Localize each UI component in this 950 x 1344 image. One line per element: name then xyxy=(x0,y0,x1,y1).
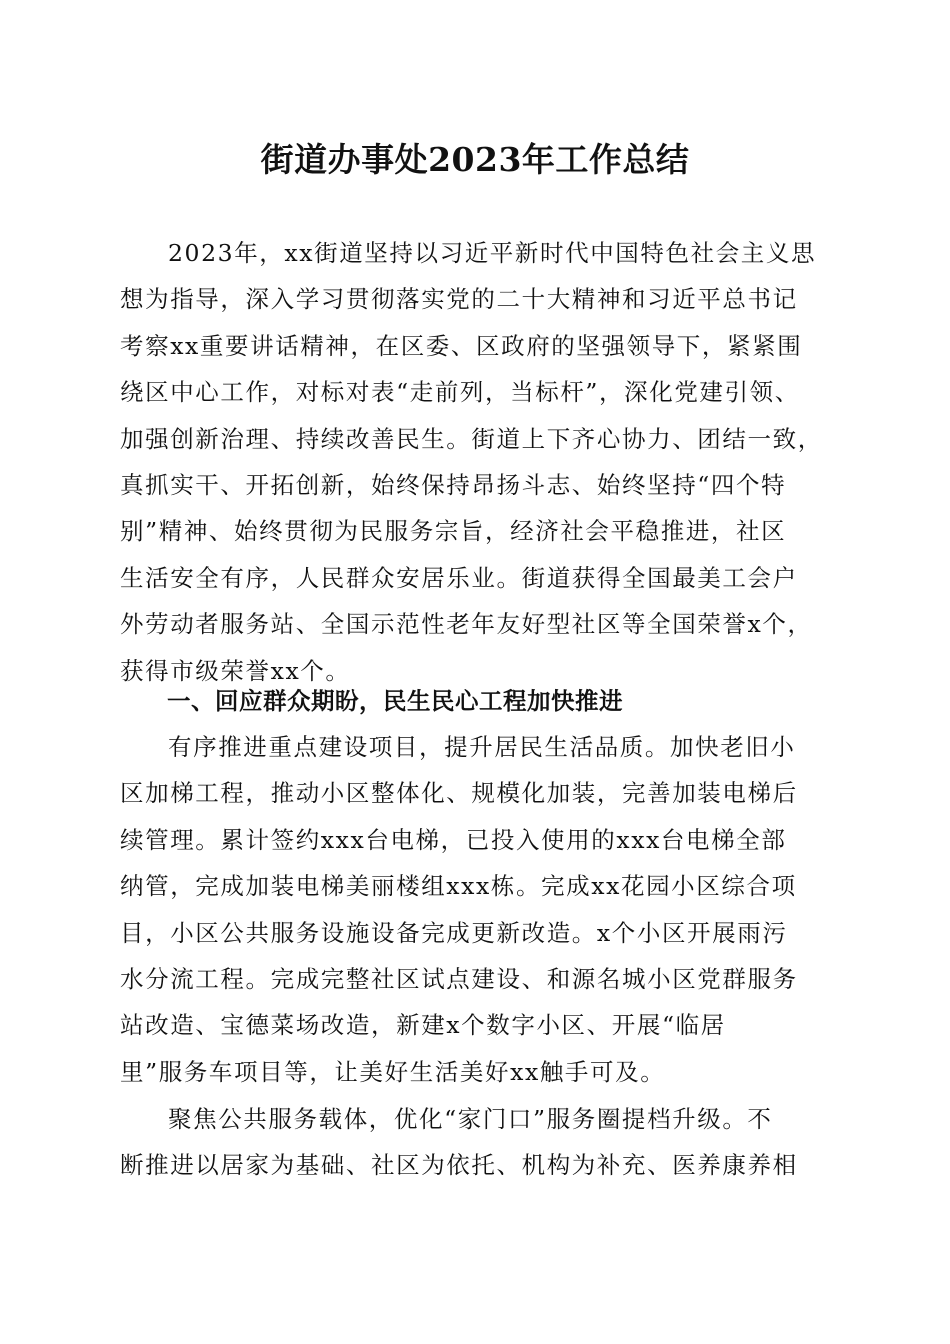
paragraph-line: 续管理。累计签约xxx台电梯，已投入使用的xxx台电梯全部 xyxy=(120,825,787,854)
page-title: 街道办事处2023年工作总结 xyxy=(260,140,690,179)
paragraph-line: 生活安全有序，人民群众安居乐业。街道获得全国最美工会户 xyxy=(120,563,798,592)
paragraph-line: 纳管，完成加装电梯美丽楼组xxx栋。完成xx花园小区综合项 xyxy=(120,872,797,901)
paragraph-line: 考察xx重要讲话精神，在区委、区政府的坚强领导下，紧紧围 xyxy=(120,331,803,360)
paragraph-line: 外劳动者服务站、全国示范性老年友好型社区等全国荣誉x个， xyxy=(120,610,813,639)
intro-paragraph xyxy=(120,230,832,694)
section-heading: 一、回应群众期盼，民生民心工程加快推进 xyxy=(167,687,623,715)
paragraph-line: 获得市级荣誉xx个。 xyxy=(120,656,351,685)
section-paragraph xyxy=(120,724,832,1095)
paragraph-line: 聚焦公共服务载体，优化“家门口”服务圈提档升级。不 xyxy=(168,1105,773,1133)
paragraph-line: 加强创新治理、持续改善民生。街道上下齐心协力、团结一致， xyxy=(120,424,823,453)
paragraph-line: 有序推进重点建设项目，提升居民生活品质。加快老旧小 xyxy=(168,733,796,761)
paragraph-line: 真抓实干、开拓创新，始终保持昂扬斗志、始终坚持“四个特 xyxy=(120,471,787,500)
paragraph-line: 想为指导，深入学习贯彻落实党的二十大精神和习近平总书记 xyxy=(120,285,798,314)
paragraph-line: 绕区中心工作，对标对表“走前列，当标杆”，深化党建引领、 xyxy=(120,378,800,407)
section-paragraph xyxy=(120,1096,832,1189)
paragraph-line: 区加梯工程，推动小区整体化、规模化加装，完善加装电梯后 xyxy=(120,779,798,808)
paragraph-line: 断推进以居家为基础、社区为依托、机构为补充、医养康养相 xyxy=(120,1151,798,1180)
paragraph-line: 里”服务车项目等，让美好生活美好xx触手可及。 xyxy=(120,1057,666,1086)
paragraph-line: 别”精神、始终贯彻为民服务宗旨，经济社会平稳推进，社区 xyxy=(120,517,787,546)
paragraph-line: 水分流工程。完成完整社区试点建设、和源名城小区党群服务 xyxy=(120,965,798,994)
paragraph-line: 目，小区公共服务设施设备完成更新改造。x个小区开展雨污 xyxy=(120,918,788,947)
paragraph-line: 站改造、宝德菜场改造，新建x个数字小区、开展“临居 xyxy=(120,1011,726,1040)
paragraph-line: 2023年，xx街道坚持以习近平新时代中国特色社会主义思 xyxy=(168,239,817,267)
